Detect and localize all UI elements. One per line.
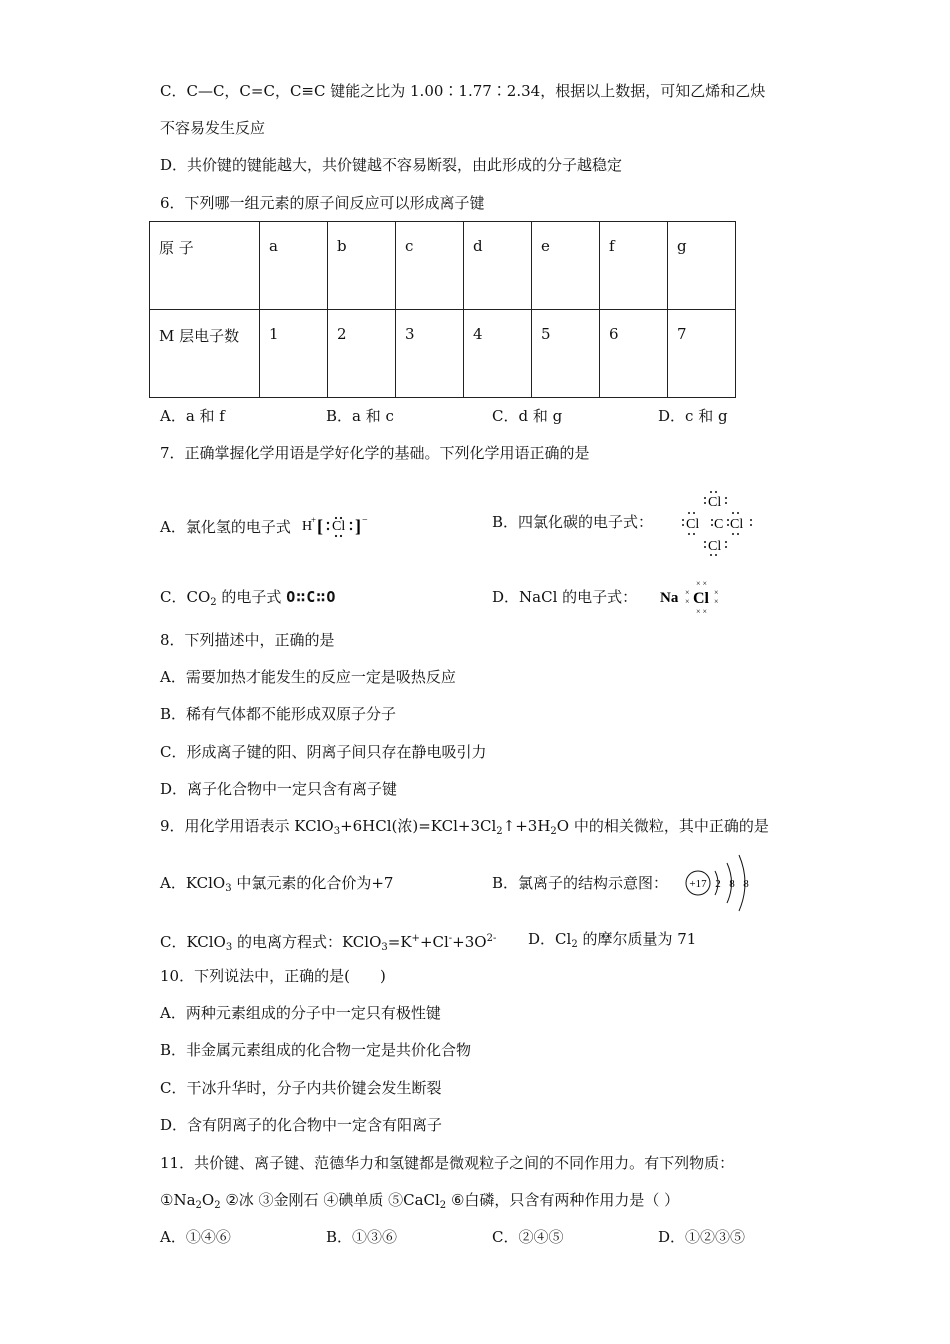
- sub-2: 2: [195, 1200, 202, 1211]
- q8-stem: 8．下列描述中，正确的是: [160, 631, 335, 649]
- hcl-cl-charge: −: [361, 515, 368, 526]
- svg-text:]: ]: [354, 516, 361, 536]
- q9-option-d-pre: D．Cl: [528, 930, 572, 948]
- table-cell: 2: [328, 310, 396, 398]
- table-cell: M 层电子数: [150, 310, 260, 398]
- shell-3-count: 8: [743, 878, 749, 890]
- q9-option-d: [528, 929, 696, 955]
- hcl-h: H: [301, 519, 312, 534]
- sub-3: 3: [381, 942, 388, 953]
- shell-2-count: 8: [729, 878, 735, 890]
- q7-option-c-post: 的电子式: [216, 588, 282, 606]
- q8-option-b: B．稀有气体都不能形成双原子分子: [160, 705, 397, 723]
- q7-option-a: [160, 512, 380, 540]
- sub-2: 2: [571, 939, 578, 950]
- q6-stem: 6．下列哪一组元素的原子间反应可以形成离子键: [160, 194, 485, 212]
- q9-option-c: [160, 929, 496, 958]
- table-cell: 4: [464, 310, 532, 398]
- q10-option-c: C．干冰升华时，分子内共价键会发生断裂: [160, 1079, 442, 1097]
- q6-option-d: D．c 和 g: [658, 407, 728, 425]
- q6-option-a: A．a 和 f: [160, 407, 225, 425]
- sub-2: 2: [550, 826, 557, 837]
- hcl-cl: Cl: [331, 519, 345, 534]
- q11-list-post: O: [201, 1191, 215, 1209]
- q11-option-d: D．①②③⑤: [658, 1228, 746, 1246]
- q8-option-d: D．离子化合物中一定只含有离子键: [160, 780, 398, 798]
- svg-text:×: ×: [714, 597, 719, 606]
- table-cell: e: [532, 222, 600, 310]
- table-cell: 7: [668, 310, 736, 398]
- ccl4-cl-left: Cl: [686, 517, 700, 532]
- q7-option-a-label: A．氯化氢的电子式: [160, 518, 291, 536]
- table-row: [150, 222, 736, 310]
- svg-text:× ×: × ×: [696, 607, 708, 616]
- q5-option-c-line2: 不容易发生反应: [160, 119, 266, 137]
- nacl-electron-formula: [658, 578, 728, 616]
- q7-stem: 7．正确掌握化学用语是学好化学的基础。下列化学用语正确的是: [160, 444, 590, 462]
- q9-stem: [160, 816, 769, 842]
- q11-stem: 11．共价键、离子键、范德华力和氢键都是微观粒子之间的不同作用力。有下列物质：: [160, 1154, 735, 1172]
- table-cell: 原 子: [150, 222, 260, 310]
- table-cell: f: [600, 222, 668, 310]
- q6-option-c: C．d 和 g: [492, 407, 563, 425]
- svg-text:[: [: [316, 516, 323, 536]
- svg-text:×: ×: [685, 597, 690, 606]
- sup-minus: -: [448, 933, 453, 944]
- table-cell: c: [396, 222, 464, 310]
- electron-table: [149, 221, 736, 398]
- q10-option-d: D．含有阴离子的化合物中一定含有阳离子: [160, 1116, 443, 1134]
- q9-option-a: [160, 873, 393, 899]
- ccl4-c: C: [714, 517, 724, 532]
- svg-text:×: ×: [685, 588, 690, 597]
- q7-option-d: D．NaCl 的电子式：: [492, 588, 638, 606]
- table-cell: d: [464, 222, 532, 310]
- q9-option-c-post: =K: [387, 933, 412, 951]
- q9-stem-pre: 9．用化学用语表示 KClO: [160, 817, 334, 835]
- sub-3: 3: [225, 942, 233, 953]
- nacl-cl: Cl: [693, 590, 709, 607]
- table-cell: 1: [260, 310, 328, 398]
- nacl-na: Na: [660, 590, 679, 606]
- q5-option-c-line1: C．C—C，C=C，C≡C 键能之比为 1.00∶1.77∶2.34，根据以上数据，可知乙烯和乙炔: [160, 82, 766, 100]
- sub-2: 2: [439, 1200, 447, 1211]
- q7-option-c: [160, 587, 336, 613]
- sub-2: 2: [496, 826, 503, 837]
- q9-option-b: B．氯离子的结构示意图：: [492, 874, 669, 892]
- q9-option-a-post: 中氯元素的化合价为+7: [231, 874, 394, 892]
- q5-option-d: D．共价键的键能越大，共价键越不容易断裂，由此形成的分子越稳定: [160, 156, 623, 174]
- q11-option-b: B．①③⑥: [326, 1228, 398, 1246]
- q9-stem-mid: +6HCl(浓)=KCl+3Cl: [340, 817, 497, 835]
- shell-1-count: 2: [715, 878, 721, 890]
- ccl4-cl-top: Cl: [708, 495, 722, 510]
- q9-option-d-post: 的摩尔质量为 71: [577, 930, 697, 948]
- q10-stem: 10．下列说法中，正确的是( ): [160, 967, 386, 985]
- ccl4-cl-bottom: Cl: [708, 539, 722, 554]
- sup-plus: +: [411, 933, 420, 944]
- chloride-ion-structure-diagram: [680, 850, 760, 914]
- table-cell: 6: [600, 310, 668, 398]
- q10-option-b: B．非金属元素组成的化合物一定是共价化合物: [160, 1041, 472, 1059]
- co2-electron-formula: O∷C∷O: [286, 588, 337, 606]
- q7-option-c-pre: C．CO: [160, 588, 211, 606]
- q11-option-c: C．②④⑤: [492, 1228, 564, 1246]
- q8-option-c: C．形成离子键的阳、阴离子间只存在静电吸引力: [160, 743, 487, 761]
- q9-option-c-mid: 的电离方程式：KClO: [232, 933, 382, 951]
- q10-option-a: A．两种元素组成的分子中一定只有极性键: [160, 1004, 441, 1022]
- table-cell: g: [668, 222, 736, 310]
- ccl4-cl-right: Cl: [730, 517, 744, 532]
- table-cell: 5: [532, 310, 600, 398]
- q8-option-a: A．需要加热才能发生的反应一定是吸热反应: [160, 668, 456, 686]
- hcl-electron-formula: [300, 512, 380, 540]
- table-cell: 3: [396, 310, 464, 398]
- table-row: [150, 310, 736, 398]
- sup-2minus: 2-: [486, 933, 497, 944]
- q11-list-end: ⑥白磷，只含有两种作用力是（ ）: [446, 1191, 680, 1209]
- q9-option-a-pre: A．KClO: [160, 874, 226, 892]
- sub-2: 2: [214, 1200, 221, 1211]
- table-cell: a: [260, 222, 328, 310]
- q9-option-c-tail2: +3O: [452, 933, 487, 951]
- nucleus-charge: +17: [689, 878, 707, 890]
- q9-option-c-pre: C．KClO: [160, 933, 226, 951]
- q11-list-pre: ①Na: [160, 1191, 196, 1209]
- hcl-h-charge: +: [310, 515, 316, 525]
- q6-option-b: B．a 和 c: [326, 407, 394, 425]
- table-cell: b: [328, 222, 396, 310]
- ccl4-electron-formula: [680, 484, 760, 560]
- q9-stem-post: O 中的相关微粒，其中正确的是: [556, 817, 769, 835]
- q7-option-b: B．四氯化碳的电子式：: [492, 513, 654, 531]
- sub-2: 2: [210, 597, 217, 608]
- svg-text:×: ×: [714, 588, 719, 597]
- sub-3: 3: [225, 883, 232, 894]
- q11-option-a: A．①④⑥: [160, 1228, 231, 1246]
- q9-stem-mid2: ↑+3H: [502, 817, 551, 835]
- sub-3: 3: [333, 826, 341, 837]
- q11-list-rest: ②冰 ③金刚石 ④碘单质 ⑤CaCl: [220, 1191, 440, 1209]
- q11-substance-list: [160, 1190, 679, 1216]
- svg-text:× ×: × ×: [696, 579, 708, 588]
- q9-option-c-tail: +Cl: [419, 933, 449, 951]
